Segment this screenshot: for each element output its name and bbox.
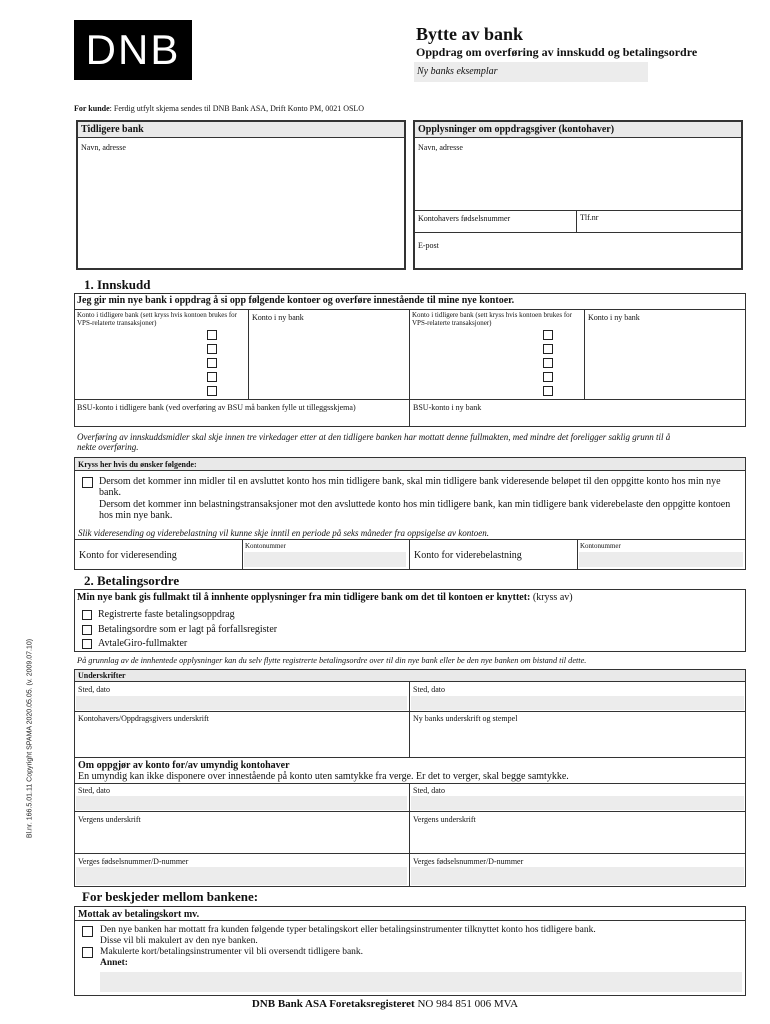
place-date-label-left: Sted, dato (78, 685, 110, 694)
guardian-sign-right: Vergens underskrift (413, 815, 476, 824)
for-kunde-prefix: For kunde (74, 104, 110, 113)
tidligere-bank-name-field[interactable] (80, 154, 402, 266)
kontonummer-right: Kontonummer (580, 542, 621, 550)
guardian-place-date-field-left[interactable] (76, 796, 407, 810)
option-checkbox-3[interactable] (82, 639, 92, 649)
guardian-id-right: Verges fødselsnummer/D-nummer (413, 857, 524, 866)
option-checkbox-1[interactable] (82, 610, 92, 620)
guardian-id-field-left[interactable] (76, 867, 407, 885)
old-account-header-right: Konto i tidligere bank (sett kryss hvis kontoen brukes for VPS-relaterte transaksjoner) (412, 311, 573, 327)
for-kunde (74, 104, 364, 113)
option-label-3: AvtaleGiro-fullmakter (98, 638, 188, 649)
beskjeder-sub: Mottak av betalingskort mv. (78, 909, 200, 920)
bank-sign-label: Ny banks underskrift og stempel (413, 714, 518, 723)
footer (0, 998, 770, 1010)
vps-checkbox-right-3[interactable] (543, 358, 553, 368)
place-date-field-left[interactable] (76, 696, 407, 710)
transfer-note: Overføring av innskuddsmidler skal skje innen tre virkedager etter at den tidligere banken har mottatt denne fullmakten, med mindre det foreligger saklig grunn til å nekte overføring. (77, 432, 671, 452)
dnb-logo (74, 20, 192, 80)
betalingsordre-instruction: Min nye bank gis fullmakt til å innhente opplysninger fra min tidligere bank om det til kontoen er knyttet: (77, 592, 531, 603)
copy-label: Ny banks eksemplar (417, 66, 498, 77)
betalingsordre-instruction-row (77, 592, 573, 603)
period-note: Slik videresending og viderebelastning vil kunne skje inntil en periode på seks måneder fra oppsigelse av kontoen. (78, 528, 489, 538)
destroyed-text: Disse vil bli makulert av den nye banken. (100, 936, 258, 946)
new-account-header-left: Konto i ny bank (252, 313, 304, 322)
guardian-place-date-left: Sted, dato (78, 786, 110, 795)
betalingsordre-heading: 2. Betalingsordre (84, 573, 180, 588)
kryss-heading: Kryss her hvis du ønsker følgende: (78, 460, 197, 469)
forward-text: Dersom det kommer inn midler til en avsluttet konto hos min tidligere bank, skal min tidligere bank videresende beløpet til den oppgitte konto hos min nye bank. (99, 476, 721, 498)
guardian-place-date-right: Sted, dato (413, 786, 445, 795)
guardian-id-left: Verges fødselsnummer/D-nummer (78, 857, 189, 866)
option-label-2: Betalingsordre som er lagt på forfallsregister (98, 624, 278, 635)
tidligere-bank-heading: Tidligere bank (81, 124, 144, 135)
oppdragsgiver-name-label: Navn, adresse (418, 143, 463, 152)
umyndig-heading: Om oppgjør av konto for/av umyndig kontohaver (78, 760, 290, 771)
vps-checkbox-right-4[interactable] (543, 372, 553, 382)
forward-checkbox[interactable] (82, 477, 93, 488)
guardian-id-field-right[interactable] (411, 867, 744, 885)
vps-checkbox-left-1[interactable] (207, 330, 217, 340)
vps-checkbox-left-3[interactable] (207, 358, 217, 368)
form-number: Bl.nr. 166.5.01.11 Copyright SPAMA 2020.05.05. (v. 2009.07.10) (26, 638, 34, 839)
returned-cards-checkbox[interactable] (82, 947, 93, 958)
vps-checkbox-left-5[interactable] (207, 386, 217, 396)
guardian-place-date-field-right[interactable] (411, 796, 744, 810)
umyndig-text: En umyndig kan ikke disponere over innestående på konto uten samtykke fra verge. Er det to verger, skal begge samtykke. (78, 771, 569, 782)
place-date-field-right[interactable] (411, 696, 744, 710)
guardian-sign-left: Vergens underskrift (78, 815, 141, 824)
vps-checkbox-right-5[interactable] (543, 386, 553, 396)
charge-text: Dersom det kommer inn belastningstransaksjoner mot den avsluttede konto hos min tidligere bank, kan min tidligere bank viderebelaste den oppgitte kontoen hos min nye bank. (99, 499, 731, 521)
received-cards-text: Den nye banken har mottatt fra kunden følgende typer betalingskort eller betalingsinstrumenter tilknyttet konto hos tidligere bank. (100, 925, 596, 935)
vps-checkbox-left-2[interactable] (207, 344, 217, 354)
annet-field[interactable] (100, 972, 742, 992)
underskrifter-heading: Underskrifter (78, 671, 126, 680)
option-checkbox-2[interactable] (82, 625, 92, 635)
forward-account-field[interactable] (244, 552, 406, 567)
innskudd-heading: 1. Innskudd (84, 277, 151, 292)
old-account-header-left: Konto i tidligere bank (sett kryss hvis kontoen brukes for VPS-relaterte transaksjoner) (77, 311, 238, 327)
page-title: Bytte av bank (416, 24, 524, 44)
logo-text: DNB (85, 26, 181, 73)
bsu-old-label: BSU-konto i tidligere bank (ved overføring av BSU må banken fylle ut tilleggsskjema) (77, 403, 356, 412)
betalingsordre-suffix: (kryss av) (532, 592, 573, 603)
for-kunde-text: : Ferdig utfylt skjema sendes til DNB Bank ASA, Drift Konto PM, 0021 OSLO (109, 104, 365, 113)
charge-account-field[interactable] (579, 552, 743, 567)
oppdragsgiver-heading: Opplysninger om oppdragsgiver (kontohaver) (418, 124, 615, 135)
place-date-label-right: Sted, dato (413, 685, 445, 694)
email-label: E-post (418, 241, 439, 250)
innskudd-instruction: Jeg gir min nye bank i oppdrag å si opp følgende kontoer og overføre innestående til mine nye kontoer. (77, 295, 515, 306)
returned-cards-text: Makulerte kort/betalingsinstrumenter vil bli oversendt tidligere bank. (100, 947, 364, 957)
underskrifter-header (75, 670, 745, 682)
phone-label: Tlf.nr (580, 213, 599, 222)
owner-sign-label: Kontohavers/Oppdragsgivers underskrift (78, 714, 209, 723)
forward-account-label: Konto for videresending (79, 550, 177, 561)
vps-checkbox-left-4[interactable] (207, 372, 217, 382)
vps-checkbox-right-2[interactable] (543, 344, 553, 354)
betalingsordre-note: På grunnlag av de innhentede opplysninger kan du selv flytte registrerte betalingsordre over til din nye bank eller be den nye banken om bistand til dette. (77, 656, 587, 665)
footer-company: DNB Bank ASA Foretaksregisteret (251, 998, 415, 1010)
footer-org: NO 984 851 006 MVA (417, 998, 519, 1010)
received-cards-checkbox[interactable] (82, 926, 93, 937)
birth-number-label: Kontohavers fødselsnummer (418, 214, 511, 223)
charge-account-label: Konto for viderebelastning (414, 550, 522, 561)
tidligere-bank-name-label: Navn, adresse (81, 143, 126, 152)
kontonummer-left: Kontonummer (245, 542, 286, 550)
option-label-1: Registrerte faste betalingsoppdrag (98, 609, 235, 620)
new-account-header-right: Konto i ny bank (588, 313, 640, 322)
vps-checkbox-right-1[interactable] (543, 330, 553, 340)
bsu-new-label: BSU-konto i ny bank (413, 403, 482, 412)
beskjeder-heading: For beskjeder mellom bankene: (82, 889, 259, 904)
annet-label: Annet: (100, 958, 128, 968)
page-subtitle: Oppdrag om overføring av innskudd og betalingsordre (416, 45, 698, 59)
